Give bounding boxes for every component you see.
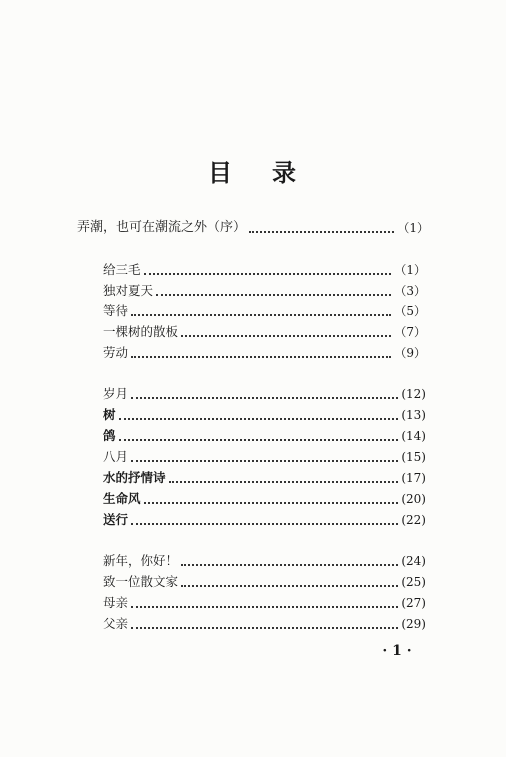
toc-entry — [103, 302, 426, 320]
title-char-2: 录 — [272, 158, 298, 187]
entry-page: (13) — [401, 408, 426, 422]
toc-entry — [103, 573, 426, 591]
toc-entry — [103, 552, 426, 570]
dot-leader — [131, 626, 398, 629]
entry-label: 父亲 — [103, 616, 129, 631]
dot-leader — [131, 396, 398, 399]
dot-leader — [119, 417, 399, 420]
entry-label: 劳动 — [103, 345, 129, 360]
toc-entry — [103, 406, 426, 424]
entry-page: (22) — [401, 513, 426, 527]
entry-label: 母亲 — [103, 595, 129, 610]
entry-label: 致一位散文家 — [103, 574, 179, 589]
entry-page: (29) — [401, 617, 426, 631]
dot-leader — [156, 293, 391, 296]
toc-entry — [103, 282, 426, 300]
toc-title — [0, 153, 506, 188]
entry-label: 弄潮，也可在潮流之外（序） — [77, 220, 247, 235]
dot-leader — [131, 355, 391, 358]
dot-leader — [144, 272, 392, 275]
entry-label: 给三毛 — [103, 262, 141, 277]
entry-page: (17) — [401, 471, 426, 485]
dot-leader — [131, 522, 398, 525]
dot-leader — [144, 501, 399, 504]
entry-page: (24) — [401, 554, 426, 568]
entry-page: （5） — [394, 304, 426, 318]
entry-label: 鸽 — [103, 428, 116, 443]
toc-entry — [103, 594, 426, 612]
entry-page: （1） — [394, 263, 426, 277]
dot-leader — [131, 605, 398, 608]
dot-leader — [181, 584, 398, 587]
toc-entry — [103, 323, 426, 341]
toc-entry — [103, 261, 426, 279]
entry-page: (27) — [401, 596, 426, 610]
toc-entry-preface — [77, 219, 429, 237]
entry-page: （3） — [394, 284, 426, 298]
entry-page: （7） — [394, 325, 426, 339]
toc-entry — [103, 385, 426, 403]
entry-label: 等待 — [103, 303, 129, 318]
toc-entry — [103, 490, 426, 508]
dot-leader — [181, 334, 391, 337]
page-number: · 1 · — [382, 643, 412, 659]
dot-leader — [119, 438, 399, 441]
entry-page: （1） — [397, 221, 429, 235]
toc-entry — [103, 344, 426, 362]
toc-entry — [103, 615, 426, 633]
title-char-1: 目 — [208, 158, 234, 187]
dot-leader — [181, 563, 398, 566]
entry-label: 新年，你好！ — [103, 553, 179, 568]
dot-leader — [131, 459, 398, 462]
dot-leader — [169, 480, 399, 483]
entry-label: 独对夏天 — [103, 283, 154, 298]
toc-entry — [103, 469, 426, 487]
toc-entry — [103, 427, 426, 445]
entry-page: （9） — [394, 346, 426, 360]
entry-label: 树 — [103, 407, 116, 422]
entry-label: 八月 — [103, 449, 129, 464]
entry-page: (14) — [401, 429, 426, 443]
entry-page: (20) — [401, 492, 426, 506]
entry-label: 送行 — [103, 512, 129, 527]
entry-page: (12) — [401, 387, 426, 401]
entry-label: 水的抒情诗 — [103, 470, 166, 485]
entry-page: (25) — [401, 575, 426, 589]
toc-entry — [103, 511, 426, 529]
entry-page: (15) — [401, 450, 426, 464]
dot-leader — [249, 230, 394, 233]
toc-entry — [103, 448, 426, 466]
entry-label: 岁月 — [103, 386, 129, 401]
entry-label: 生命风 — [103, 491, 141, 506]
dot-leader — [131, 313, 391, 316]
entry-label: 一棵树的散板 — [103, 324, 179, 339]
